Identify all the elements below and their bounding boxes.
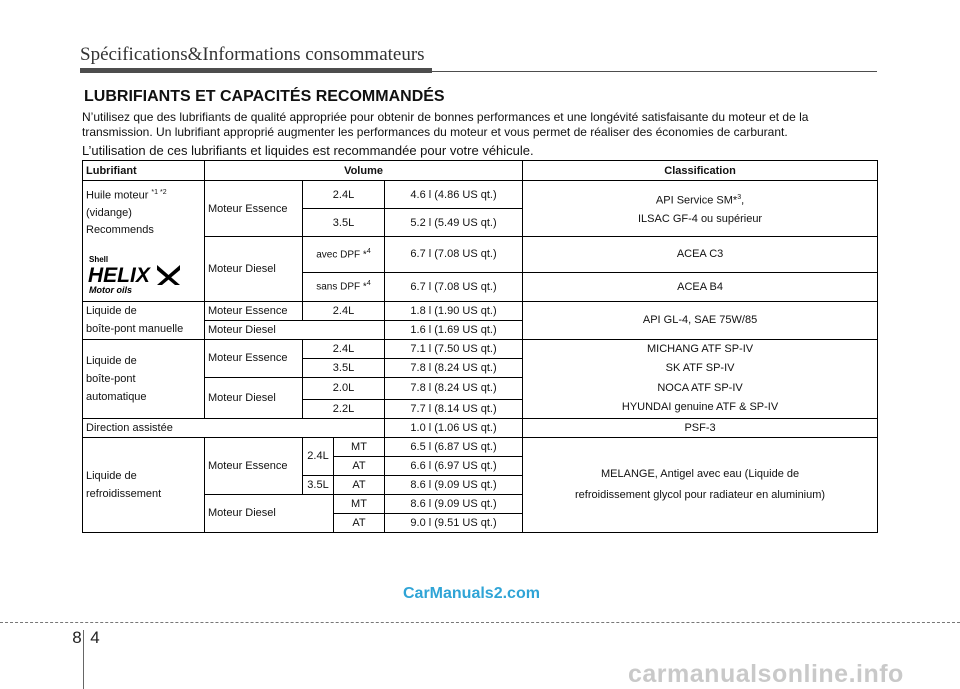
auto-trans-diesel-2-0-volume: 7.8 l (8.24 US qt.)	[385, 377, 523, 399]
page-number-digit: 4	[90, 628, 100, 647]
power-steering-label: Direction assistée	[83, 418, 385, 437]
table-row	[83, 301, 878, 320]
coolant-petrol-2-4-at-volume: 6.6 l (6.97 US qt.)	[385, 456, 523, 475]
auto-trans-diesel-2-0: 2.0L	[303, 377, 385, 399]
auto-trans-diesel-2-2: 2.2L	[303, 399, 385, 418]
coolant-label: Liquide de refroidissement	[83, 437, 205, 532]
lubricants-table	[82, 160, 878, 533]
power-steering-volume: 1.0 l (1.06 US qt.)	[385, 418, 523, 437]
auto-trans-diesel-2-2-volume: 7.7 l (8.14 US qt.)	[385, 399, 523, 418]
watermark-carmanuals2[interactable]: CarManuals2.com	[403, 585, 540, 602]
coolant-diesel-at: AT	[334, 513, 385, 532]
coolant-diesel-mt-volume: 8.6 l (9.09 US qt.)	[385, 494, 523, 513]
auto-trans-class: MICHANG ATF SP-IV SK ATF SP-IV NOCA ATF SP-IV HYUNDAI genuine ATF & SP-IV	[523, 339, 878, 418]
intro-paragraph: N’utilisez que des lubrifiants de qualité appropriée pour obtenir de bonnes performances et une longévité satisfaisante du moteur et de la transmission. Un lubrifiant approprié augmenter les performances du moteur et vous permet de réaliser des économies de carburant.	[82, 110, 809, 139]
coolant-petrol-2-4: 2.4L	[303, 437, 334, 475]
coolant-diesel-at-volume: 9.0 l (9.51 US qt.)	[385, 513, 523, 532]
manual-trans-diesel: Moteur Diesel	[205, 320, 385, 339]
table-row	[83, 181, 878, 209]
header-bar	[80, 68, 432, 73]
engine-oil-diesel-dpf: avec DPF *$^4$	[303, 237, 385, 273]
header-lubricant: Lubrifiant	[83, 161, 205, 181]
auto-trans-petrol-3-5-volume: 7.8 l (8.24 US qt.)	[385, 358, 523, 377]
manual-trans-petrol-volume: 1.8 l (1.90 US qt.)	[385, 301, 523, 320]
engine-oil-petrol-3-5: 3.5L	[303, 209, 385, 237]
coolant-petrol-3-5-at-volume: 8.6 l (9.09 US qt.)	[385, 475, 523, 494]
coolant-diesel: Moteur Diesel	[205, 494, 334, 532]
engine-oil-petrol: Moteur Essence	[205, 181, 303, 237]
coolant-petrol-2-4-mt-volume: 6.5 l (6.87 US qt.)	[385, 437, 523, 456]
coolant-petrol-2-4-mt: MT	[334, 437, 385, 456]
auto-trans-petrol-3-5: 3.5L	[303, 358, 385, 377]
engine-oil-label: Huile moteur $^{*1 *2}$ (vidange) Recommends Shell HELIX Motor oils	[83, 181, 205, 302]
table-row	[83, 418, 878, 437]
intro-recommendation: L’utilisation de ces lubrifiants et liquides est recommandée pour votre véhicule.	[82, 143, 534, 158]
footer-dashed-rule	[0, 622, 960, 623]
svg-text:Motor oils: Motor oils	[89, 284, 132, 295]
coolant-petrol-2-4-at: AT	[334, 456, 385, 475]
svg-text:HELIX: HELIX	[88, 263, 150, 287]
auto-trans-petrol: Moteur Essence	[205, 339, 303, 377]
header-rule	[432, 71, 877, 72]
manual-trans-petrol: Moteur Essence	[205, 301, 303, 320]
engine-oil-petrol-2-4: 2.4L	[303, 181, 385, 209]
engine-oil-diesel-nodpf-class: ACEA B4	[523, 272, 878, 301]
coolant-petrol-3-5-at: AT	[334, 475, 385, 494]
coolant-petrol-3-5: 3.5L	[303, 475, 334, 494]
auto-trans-petrol-2-4: 2.4L	[303, 339, 385, 358]
svg-text:Shell: Shell	[89, 254, 109, 264]
header-classification: Classification	[523, 161, 878, 181]
shell-helix-logo-icon	[86, 253, 182, 295]
page-section-number: 8	[72, 628, 82, 647]
auto-trans-diesel: Moteur Diesel	[205, 377, 303, 418]
engine-oil-diesel-nodpf: sans DPF *$^4$	[303, 272, 385, 301]
engine-oil-diesel-dpf-volume: 6.7 l (7.08 US qt.)	[385, 237, 523, 273]
auto-trans-petrol-2-4-volume: 7.1 l (7.50 US qt.)	[385, 339, 523, 358]
page-number-divider	[83, 630, 84, 689]
engine-oil-petrol-class: API Service SM*$^3$, ILSAC GF-4 ou supérieur	[523, 181, 878, 237]
engine-oil-petrol-3-5-volume: 5.2 l (5.49 US qt.)	[385, 209, 523, 237]
engine-oil-diesel: Moteur Diesel	[205, 237, 303, 302]
table-row	[83, 339, 878, 358]
section-title: LUBRIFIANTS ET CAPACITÉS RECOMMANDÉS	[84, 88, 445, 105]
coolant-class: MELANGE, Antigel avec eau (Liquide de refroidissement glycol pour radiateur en aluminium)	[523, 437, 878, 532]
engine-oil-petrol-2-4-volume: 4.6 l (4.86 US qt.)	[385, 181, 523, 209]
watermark-carmanualsonline[interactable]: carmanualsonline.info	[628, 660, 904, 688]
engine-oil-diesel-dpf-class: ACEA C3	[523, 237, 878, 273]
header-volume: Volume	[205, 161, 523, 181]
manual-trans-label: Liquide de boîte-pont manuelle	[83, 301, 205, 339]
auto-trans-label: Liquide de boîte-pont automatique	[83, 339, 205, 418]
manual-trans-class: API GL-4, SAE 75W/85	[523, 301, 878, 339]
page-header-title: Spécifications&Informations consommateurs	[80, 44, 425, 65]
table-header-row	[83, 161, 878, 181]
coolant-diesel-mt: MT	[334, 494, 385, 513]
power-steering-class: PSF-3	[523, 418, 878, 437]
manual-trans-petrol-2-4: 2.4L	[303, 301, 385, 320]
table-row	[83, 437, 878, 456]
coolant-petrol: Moteur Essence	[205, 437, 303, 494]
engine-oil-diesel-nodpf-volume: 6.7 l (7.08 US qt.)	[385, 272, 523, 301]
manual-trans-diesel-volume: 1.6 l (1.69 US qt.)	[385, 320, 523, 339]
